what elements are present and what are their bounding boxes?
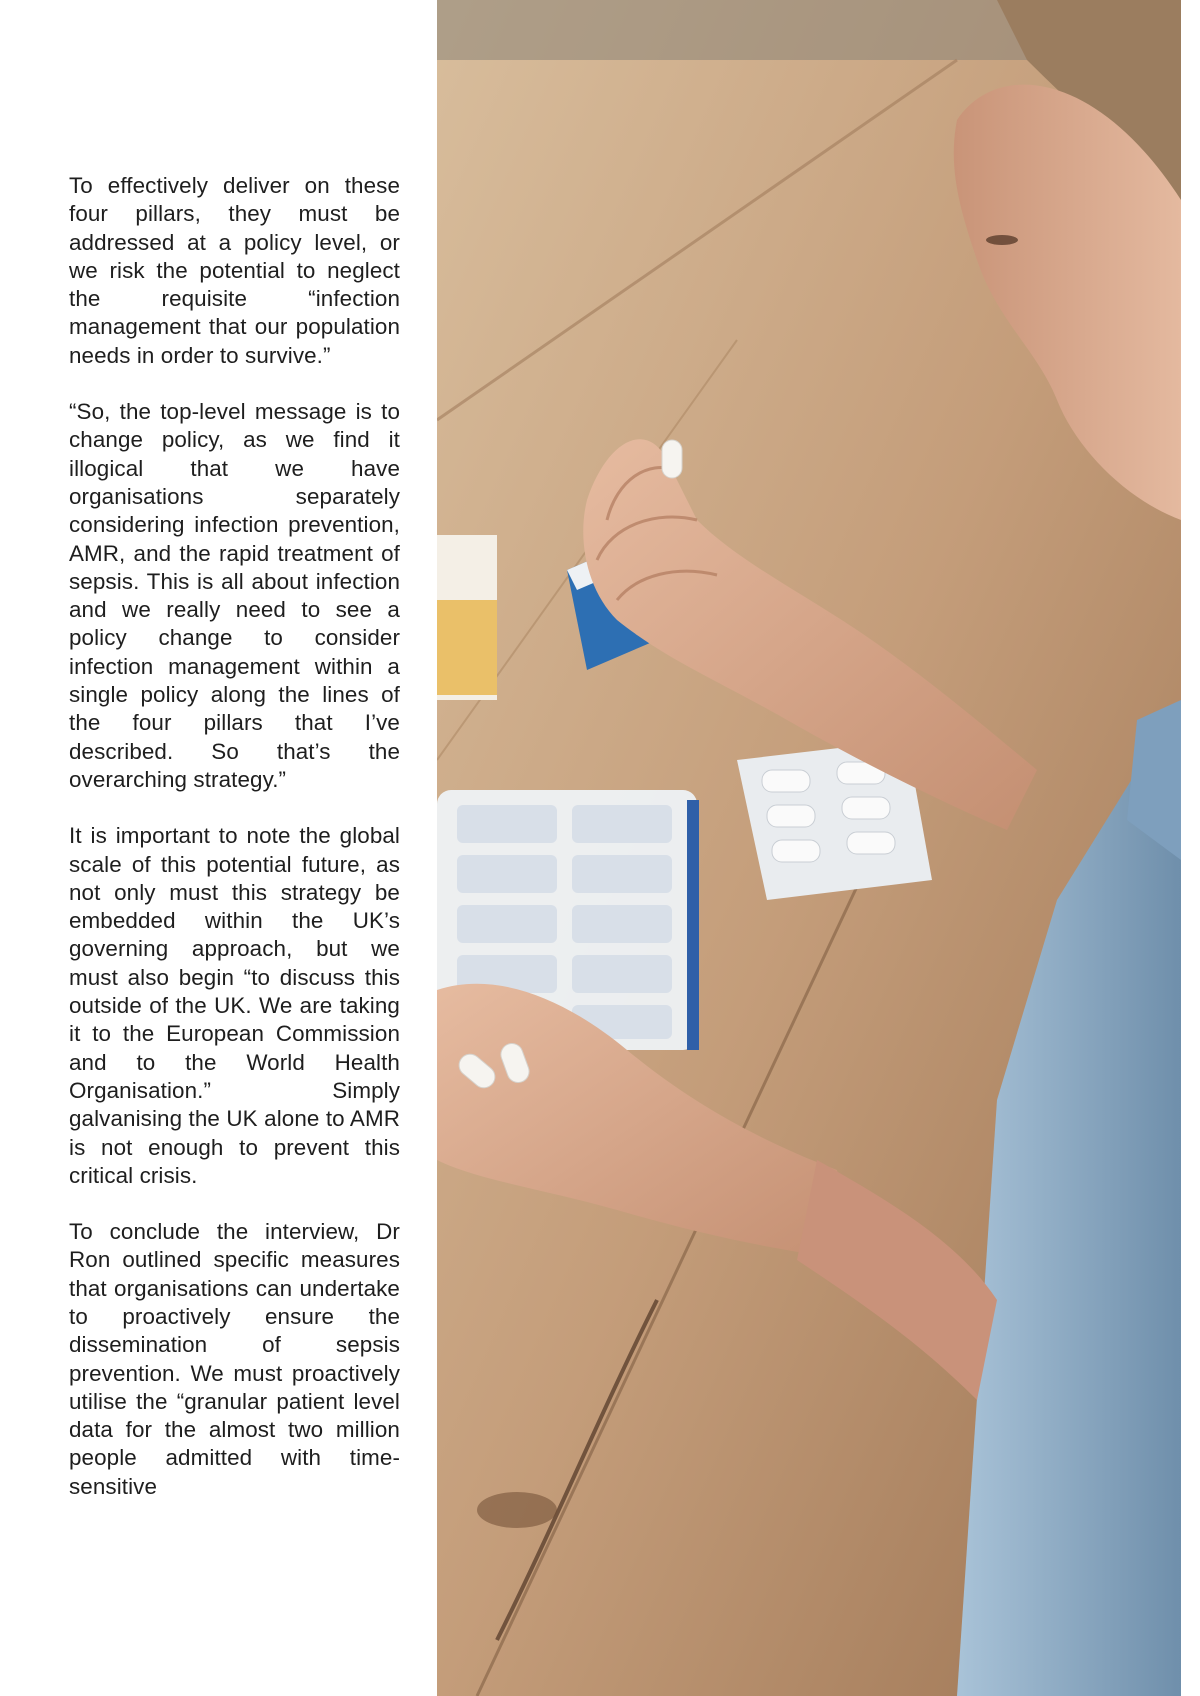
article-body [69,172,400,1529]
photo-woman-holding-pills [437,0,1181,1696]
woman-eye [986,235,1018,245]
paragraph-policy-quote: “So, the top-level message is to change policy, as we find it illogical that we have organisations separately considering infection prevention, AMR, and the rapid treatment of sepsis. This is all about infection and we really need to see a policy change to consider infection management within a single policy along the lines of the four pillars that I’ve described. So that’s the overarching strategy.” [69,399,400,792]
medicine-box-stripe [437,600,497,695]
wood-knot [477,1492,557,1528]
held-pill [662,440,682,478]
paragraph-global-scale: It is important to note the global scale of this potential future, as not only must this strategy be embedded within the UK’s governing approach, but we must also begin “to discuss this outside of the UK. We are taking it to the European Commission and to the World Health Organisation.” Simply galvanising the UK alone to AMR is not enough to prevent this critical crisis. [69,823,400,1188]
paragraph-four-pillars: To effectively deliver on these four pillars, they must be addressed at a policy level, or we risk the potential to neglect the requisite “infection management that our population needs in order to survive.” [69,173,400,368]
photo-illustration [437,0,1181,1696]
paragraph-conclusion: To conclude the interview, Dr Ron outlined specific measures that organisations can undertake to proactively ensure the dissemination of sepsis prevention. We must proactively utilise the “granular patient level data for the almost two million people admitted with time-sensitive [69,1219,400,1499]
